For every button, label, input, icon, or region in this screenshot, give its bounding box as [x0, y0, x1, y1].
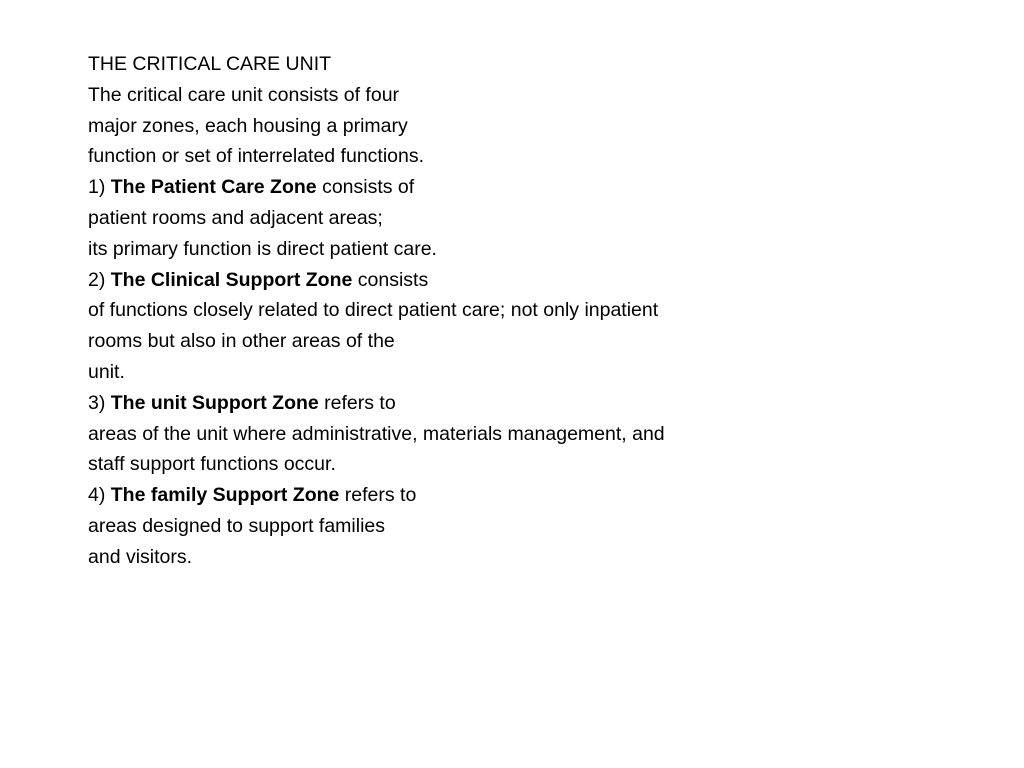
zone-text-line: its primary function is direct patient care.: [88, 237, 437, 260]
slide-body: [88, 49, 988, 573]
zone-text-line: rooms but also in other areas of the: [88, 330, 395, 353]
zone-2-heading-line: [88, 265, 988, 296]
zone-name: The Clinical Support Zone: [110, 268, 353, 291]
zone-heading-rest: refers to: [324, 391, 396, 414]
zone-number: 1): [88, 176, 106, 199]
zone-number: 2): [88, 268, 106, 291]
intro-line: The critical care unit consists of four: [88, 83, 400, 106]
intro-line: function or set of interrelated functions.: [88, 145, 425, 168]
slide-title: THE CRITICAL CARE UNIT: [88, 53, 332, 75]
zone-name: The family Support Zone: [110, 484, 340, 507]
zone-heading-rest: consists: [357, 268, 429, 291]
zone-text-line: areas of the unit where administrative, materials management, and: [88, 422, 665, 445]
zone-text-line: staff support functions occur.: [88, 453, 336, 476]
zone-name: The unit Support Zone: [110, 391, 319, 414]
zone-3-heading-line: [88, 388, 988, 419]
zone-name: The Patient Care Zone: [110, 176, 317, 199]
zone-text-line: areas designed to support families: [88, 514, 386, 537]
zone-text-line: unit.: [88, 360, 125, 383]
zone-number: 4): [88, 484, 106, 507]
zone-heading-rest: refers to: [344, 484, 417, 507]
zone-text-line: patient rooms and adjacent areas;: [88, 206, 383, 229]
intro-line: major zones, each housing a primary: [88, 114, 408, 137]
zone-text-line: of functions closely related to direct patient care; not only inpatient: [88, 299, 659, 322]
zone-heading-rest: consists of: [322, 176, 415, 199]
zone-4-heading-line: [88, 480, 988, 511]
zone-number: 3): [88, 391, 106, 414]
zone-text-line: and visitors.: [88, 545, 193, 568]
zone-1-heading-line: [88, 172, 988, 203]
